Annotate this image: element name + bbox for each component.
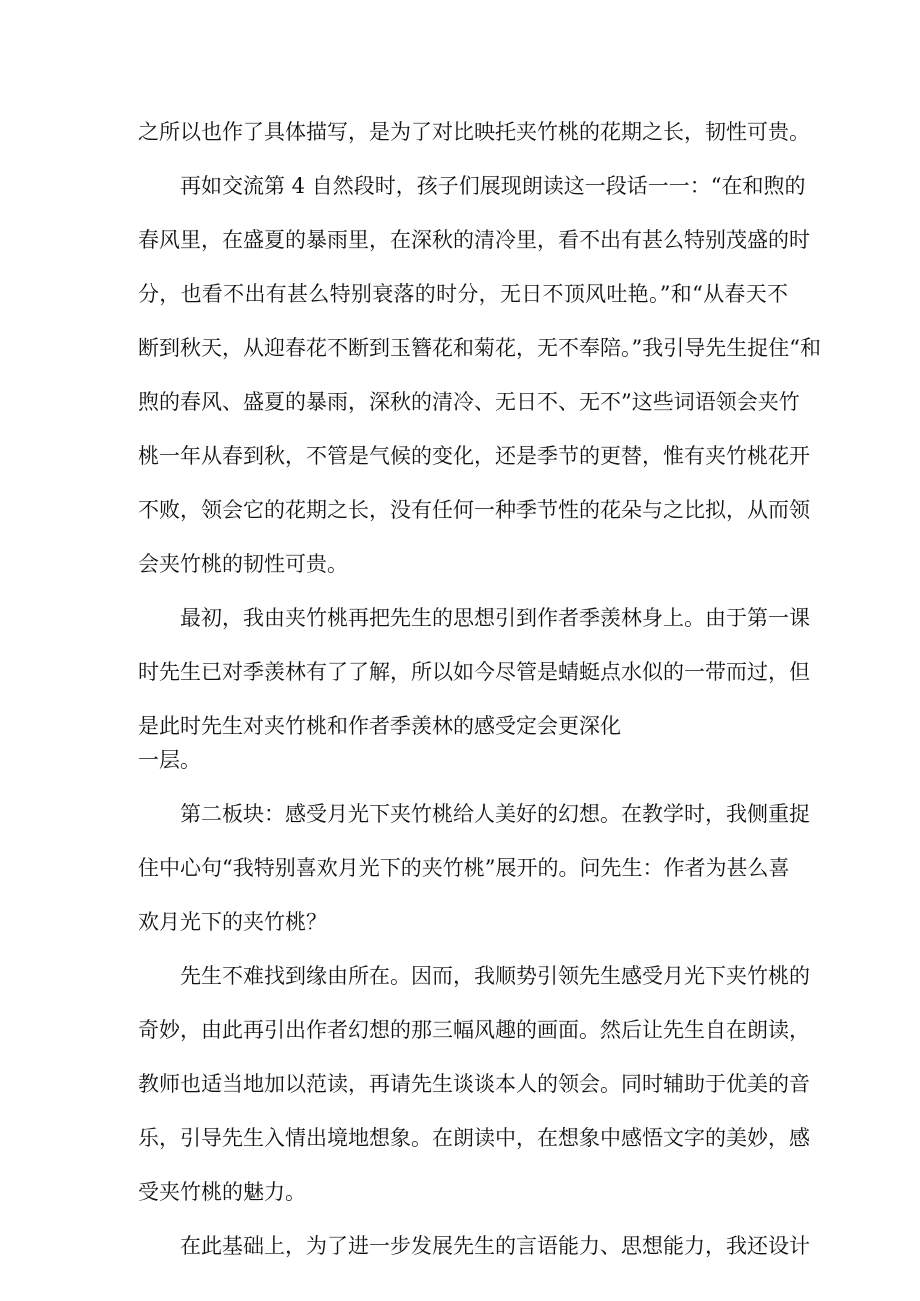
- paragraph-first-line: 第二板块：感受月光下夹竹桃给人美好的幻想。在教学时，我侧重捉: [180, 802, 810, 826]
- text-line: 会夹竹桃的韧性可贵。: [138, 552, 348, 576]
- text-line: 奇妙，由此再引出作者幻想的那三幅风趣的画面。然后让先生自在朗读，: [138, 1018, 810, 1042]
- text-line: 不败，领会它的花期之长，没有任何一种季节性的花朵与之比拟，从而领: [138, 498, 810, 522]
- text-line: 煦的春风、盛夏的暴雨，深秋的清冷、无日不、无不”这些词语领会夹竹: [138, 390, 800, 414]
- paragraph-first-line: 在此基础上，为了进一步发展先生的言语能力、思想能力，我还设计: [180, 1234, 810, 1258]
- text-line: 春风里，在盛夏的暴雨里，在深秋的清冷里，看不出有甚么特别茂盛的时: [138, 228, 810, 252]
- text-line: 桃一年从春到秋，不管是气候的变化，还是季节的更替，惟有夹竹桃花开: [138, 444, 810, 468]
- text-line: 分，也看不出有甚么特别衰落的时分，无日不顶风吐艳。”和“从春天不: [138, 282, 788, 306]
- text-line: 断到秋天，从迎春花不断到玉簪花和菊花，无不奉陪。”我引导先生捉住“和: [138, 336, 821, 360]
- text-line: 之所以也作了具体描写，是为了对比映托夹竹桃的花期之长，韧性可贵。: [138, 120, 810, 144]
- text-line: 乐，引导先生入情出境地想象。在朗读中，在想象中感悟文字的美妙，感: [138, 1126, 810, 1150]
- text-line: 一层。: [138, 748, 201, 772]
- paragraph-first-line: 再如交流第 4 自然段时，孩子们展现朗读这一段话一一：“在和煦的: [180, 174, 806, 198]
- text-line: 住中心句“我特别喜欢月光下的夹竹桃”展开的。问先生：作者为甚么喜: [138, 856, 790, 880]
- text-line: 欢月光下的夹竹桃？: [138, 910, 327, 934]
- paragraph-first-line: 最初，我由夹竹桃再把先生的思想引到作者季羡林身上。由于第一课: [180, 606, 810, 630]
- text-line: 是此时先生对夹竹桃和作者季羡林的感受定会更深化: [138, 714, 621, 738]
- text-line: 受夹竹桃的魅力。: [138, 1180, 306, 1204]
- text-line: 时先生已对季羡林有了了解，所以如今尽管是蜻蜓点水似的一带而过，但: [138, 660, 810, 684]
- text-line: 教师也适当地加以范读，再请先生谈谈本人的领会。同时辅助于优美的音: [138, 1072, 810, 1096]
- paragraph-first-line: 先生不难找到缘由所在。因而，我顺势引领先生感受月光下夹竹桃的: [180, 964, 810, 988]
